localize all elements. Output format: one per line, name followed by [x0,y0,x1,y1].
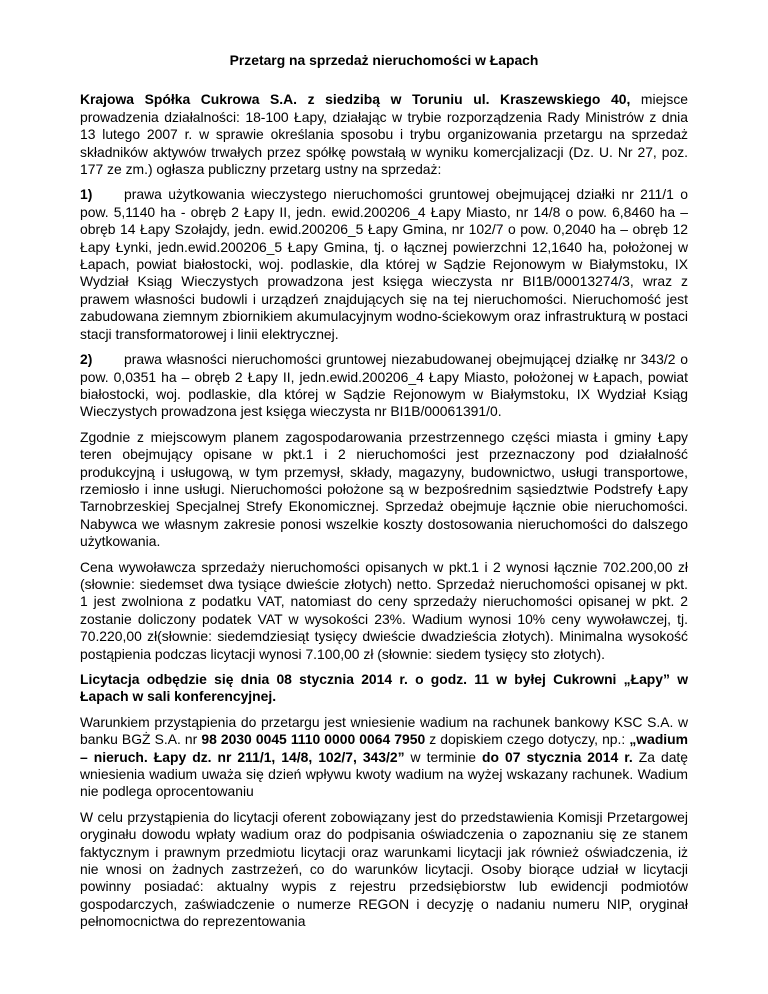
deposit-deadline: do 07 stycznia 2014 r. [482,748,633,765]
item-1-text: prawa użytkowania wieczystego nieruchomości gruntowej obejmującej działki nr 211/1 o pow. 5,1140 ha - obręb 2 Łapy II, jedn. ewid.200206_4 Łapy Miasto, nr 14/8 o pow. 6,8460 ha – obręb 14 Łapy Szołajdy, jedn. ewid.200206_5 Łapy Gmina, nr 102/7 o pow. 0,2040 ha – obręb 12 Łapy Łynki, jedn.ewid.200206_5 Łapy Gmina, tj. o łącznej powierzchni 12,1640 ha, położonej w Łapach, powiat białostocki, woj. podlaskie, dla której w Sądzie Rejonowym w Białymstoku, IX Wydział Ksiąg Wieczystych prowadzona jest księga wieczysta nr BI1B/00013274/3, wraz z prawem własności budowli i urządzeń znajdujących się na tej nieruchomości. Nieruchomość jest zabudowana ziemnym zbiornikiem akumulacyjnym wodno-ściekowym oraz infrastrukturą w postaci stacji transformatorowej i linii elektrycznej. [80,186,688,342]
intro-paragraph [80,91,688,178]
deposit-text-2: z dopiskiem czego dotyczy, np.: [425,731,630,748]
item-2-number: 2) [80,351,93,368]
deposit-reference-note: „wadium – nieruch. Łapy dz. nr 211/1, 14/8, 102/7, 343/2” [80,731,688,765]
price-paragraph: Cena wywoławcza sprzedaży nieruchomości opisanych w pkt.1 i 2 wynosi łącznie 702.200,00 zł (słownie: siedemset dwa tysiące dwieście złotych) netto. Sprzedaż nieruchomości opisanej w pkt. 1 jest zwolniona z podatku VAT, natomiast do ceny sprzedaży nieruchomości opisanej w pkt. 2 zostanie doliczony podatek VAT w wysokości 23%. Wadium wynosi 10% ceny wywoławczej, tj. 70.220,00 zł(słownie: siedemdziesiąt tysięcy dwieście dwadzieścia złotych). Minimalna wysokość postąpienia podczas licytacji wynosi 7.100,00 zł (słownie: siedem tysięcy sto złotych). [80,558,688,662]
zoning-plan-paragraph: Zgodnie z miejscowym planem zagospodarowania przestrzennego części miasta i gminy Łapy teren obejmujący opisane w pkt.1 i 2 nieruchomości jest przeznaczony pod działalność produkcyjną i usługową, w tym przemysł, składy, magazyny, budownictwo, usługi transportowe, rzemiosło i inne usługi. Nieruchomości położone są w bezpośrednim sąsiedztwie Podstrefy Łapy Tarnobrzeskiej Specjalnej Strefy Ekonomicznej. Sprzedaż obejmuje łącznie obie nieruchomości. Nabywca we własnym zakresie ponosi wszelkie koszty dostosowania nieruchomości do dalszego użytkowania. [80,428,688,550]
deposit-text-3: w terminie [404,748,483,765]
deposit-paragraph [80,714,688,801]
deposit-text-1: Warunkiem przystąpienia do przetargu jest wniesienie wadium na rachunek bankowy KSC S.A. w banku BGŻ S.A. nr [80,713,688,748]
item-2-paragraph [80,351,688,421]
auction-date-paragraph [80,671,688,706]
company-name: Krajowa Spółka Cukrowa S.A. z siedzibą w Toruniu ul. Kraszewskiego 40, [80,91,631,108]
document-title: Przetarg na sprzedaż nieruchomości w Łapach [229,52,539,68]
intro-text: miejsce prowadzenia działalności: 18-100 Łapy, działając w trybie rozporządzenia Rady Ministrów z dnia 13 lutego 2007 r. w sprawie określania sposobu i trybu organizowania przetargu na sprzedaż składników aktywów trwałych przez spółkę powstałą w wyniku komercjalizacji (Dz. U. Nr 27, poz. 177 ze zm.) ogłasza publiczny przetarg ustny na sprzedaż: [80,91,688,178]
bank-account-number: 98 2030 0045 1110 0000 0064 7950 [201,731,426,748]
item-2-text: prawa własności nieruchomości gruntowej niezabudowanej obejmującej działkę nr 343/2 o pow. 0,0351 ha – obręb 2 Łapy II, jedn.ewid.200206_4 Łapy Miasto, położonej w Łapach, powiat białostocki, woj. podlaskie, dla której w Sądzie Rejonowym w Białymstoku, IX Wydział Ksiąg Wieczystych prowadzona jest księga wieczysta nr BI1B/00061391/0. [80,351,688,420]
auction-date-text: Licytacja odbędzie się dnia 08 stycznia 2014 r. o godz. 11 w byłej Cukrowni „Łapy” w Łapach w sali konferencyjnej. [80,671,688,705]
deposit-text-4: Za datę wniesienia wadium uważa się dzień wpływu kwoty wadium na wyżej wskazany rachunek. Wadium nie podlega oprocentowaniu [80,748,689,800]
item-1-number: 1) [80,186,93,203]
item-1-paragraph [80,186,688,343]
conditions-paragraph: W celu przystąpienia do licytacji oferent zobowiązany jest do przedstawienia Komisji Przetargowej oryginału dowodu wpłaty wadium oraz do podpisania oświadczenia o zapoznaniu się ze stanem faktycznym i prawnym przedmiotu licytacji oraz warunkami licytacji jak również oświadczenia, iż nie wnosi on żadnych zastrzeżeń, co do warunków licytacji. Osoby biorące udział w licytacji powinny posiadać: aktualny wypis z rejestru przedsiębiorstw lub ewidencji podmiotów gospodarczych, zaświadczenie o numerze REGON i decyzję o nadaniu numeru NIP, oryginał pełnomocnictwa do reprezentowania [80,808,688,930]
